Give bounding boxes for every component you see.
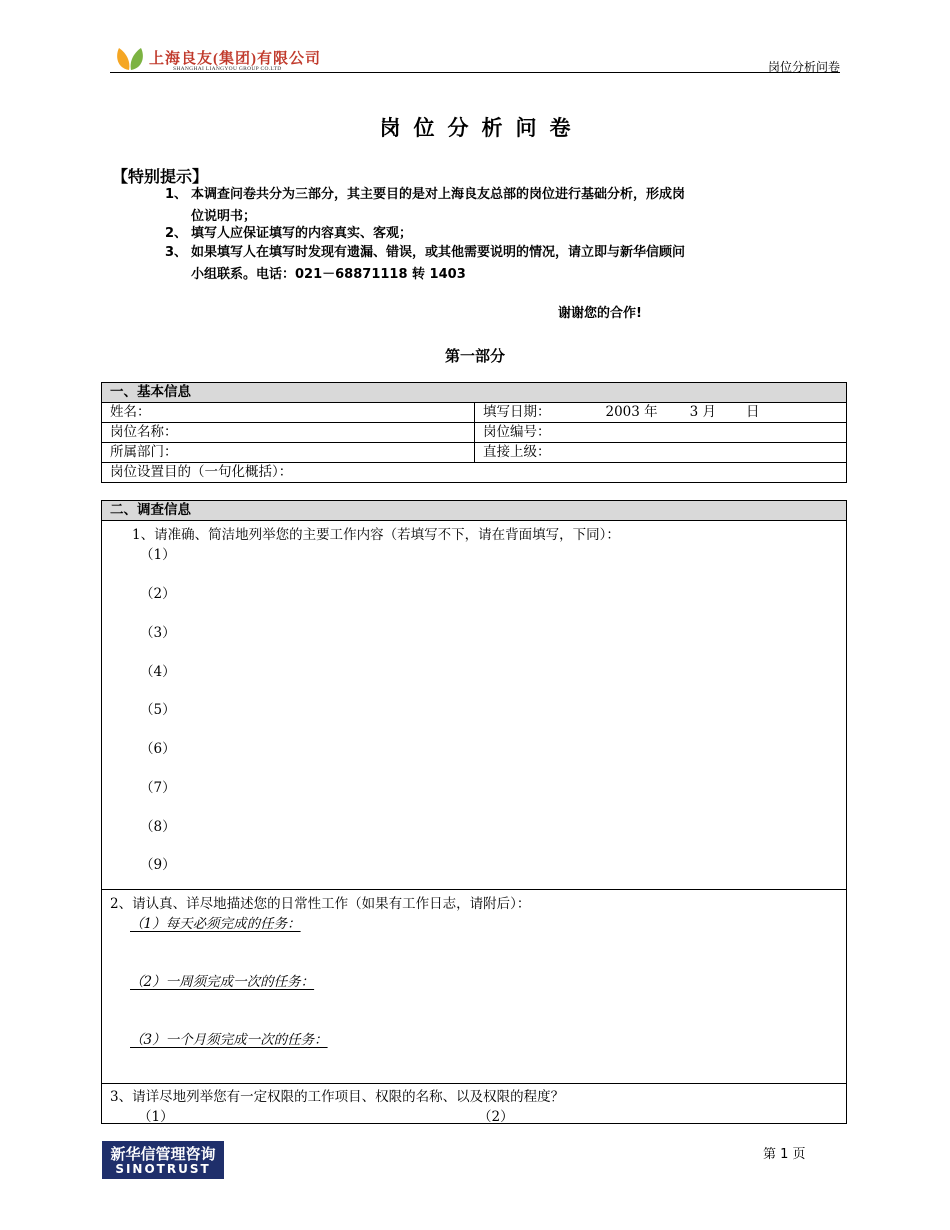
position-purpose-label: 岗位设置目的（一句化概括）： — [110, 464, 293, 480]
leaf-logo-icon — [115, 46, 145, 72]
q3-answer-item[interactable]: （1） — [138, 1109, 174, 1125]
position-number-label: 岗位编号： — [483, 424, 551, 440]
q2-daily-task[interactable]: （1）每天必须完成的任务： — [130, 916, 301, 932]
table-row — [102, 443, 846, 463]
q1-answer-item[interactable]: （8） — [140, 819, 176, 835]
company-name-cn: 上海良友(集团)有限公司 — [149, 51, 321, 67]
notice-item-text: 填写人应保证填写的内容真实、客观； — [191, 226, 413, 241]
survey-info-heading: 二、调查信息 — [102, 501, 846, 521]
q1-answer-item[interactable]: （2） — [140, 586, 176, 602]
part-title: 第一部分 — [444, 347, 505, 365]
basic-info-heading: 一、基本信息 — [102, 383, 846, 403]
q1-answer-item[interactable]: （6） — [140, 741, 176, 757]
page-number: 第 1 页 — [763, 1147, 806, 1162]
basic-info-table — [101, 382, 847, 483]
q1-answer-item[interactable]: （3） — [140, 625, 176, 641]
page-title: 岗位分析问卷 — [379, 116, 584, 140]
superior-label: 直接上级： — [483, 444, 551, 460]
q2-weekly-task[interactable]: （2）一周须完成一次的任务： — [130, 974, 315, 990]
notice-title: 【特别提示】 — [112, 167, 209, 186]
section-divider — [102, 889, 846, 890]
question-1: 1、请准确、简洁地列举您的主要工作内容（若填写不下，请在背面填写，下同）： — [132, 527, 620, 543]
department-label: 所属部门： — [110, 444, 178, 460]
notice-item-continuation: 小组联系。电话：021－68871118 转 1403 — [191, 267, 466, 282]
superior-field[interactable] — [475, 443, 846, 462]
notice-item-number: 3、 — [165, 245, 188, 260]
fill-date-day: 日 — [746, 404, 760, 420]
position-purpose-field[interactable] — [102, 463, 846, 482]
q3-answer-item[interactable]: （2） — [478, 1109, 514, 1125]
name-label: 姓名： — [110, 404, 151, 420]
section-divider — [102, 1083, 846, 1084]
table-row — [102, 463, 846, 482]
question-3: 3、请详尽地列举您有一定权限的工作项目、权限的名称、以及权限的程度？ — [110, 1089, 565, 1105]
fill-date-label: 填写日期： — [483, 404, 551, 420]
header-divider — [110, 72, 840, 73]
q1-answer-item[interactable]: （4） — [140, 664, 176, 680]
company-name-en: SHANGHAI LIANGYOU GROUP CO.LTD — [173, 66, 282, 72]
notice-item — [165, 242, 820, 286]
q1-answer-item[interactable]: （7） — [140, 780, 176, 796]
table-row — [102, 403, 846, 423]
notice-item-number: 2、 — [165, 226, 188, 241]
position-name-field[interactable] — [102, 423, 475, 442]
thanks-text: 谢谢您的合作! — [558, 306, 642, 321]
question-2: 2、请认真、详尽地描述您的日常性工作（如果有工作日志，请附后）： — [110, 896, 531, 912]
q1-answer-item[interactable]: （5） — [140, 702, 176, 718]
fill-date-year: 2003 年 — [605, 404, 658, 420]
notice-item-text: 如果填写人在填写时发现有遗漏、错误，或其他需要说明的情况，请立即与新华信顾问 — [191, 245, 686, 260]
sinotrust-logo-en: SINOTRUST — [115, 1162, 211, 1176]
notice-item-number: 1、 — [165, 187, 188, 202]
sinotrust-logo — [102, 1141, 224, 1179]
header-doc-name: 岗位分析问卷 — [767, 60, 840, 74]
position-number-field[interactable] — [475, 423, 846, 442]
q2-monthly-task[interactable]: （3）一个月须完成一次的任务： — [130, 1032, 328, 1048]
notice-item-text: 本调查问卷共分为三部分，其主要目的是对上海良友总部的岗位进行基础分析，形成岗 — [191, 187, 686, 202]
q1-answer-item[interactable]: （9） — [140, 857, 176, 873]
fill-date-month: 3 月 — [689, 404, 717, 420]
name-field[interactable] — [102, 403, 475, 422]
position-name-label: 岗位名称： — [110, 424, 178, 440]
sinotrust-logo-cn: 新华信管理咨询 — [110, 1145, 216, 1163]
notice-item-continuation: 位说明书； — [191, 209, 257, 224]
q1-answer-item[interactable]: （1） — [140, 547, 176, 563]
department-field[interactable] — [102, 443, 475, 462]
fill-date-field[interactable] — [475, 403, 846, 422]
notice-item — [165, 184, 820, 228]
survey-info-table — [101, 500, 847, 1124]
table-row — [102, 423, 846, 443]
